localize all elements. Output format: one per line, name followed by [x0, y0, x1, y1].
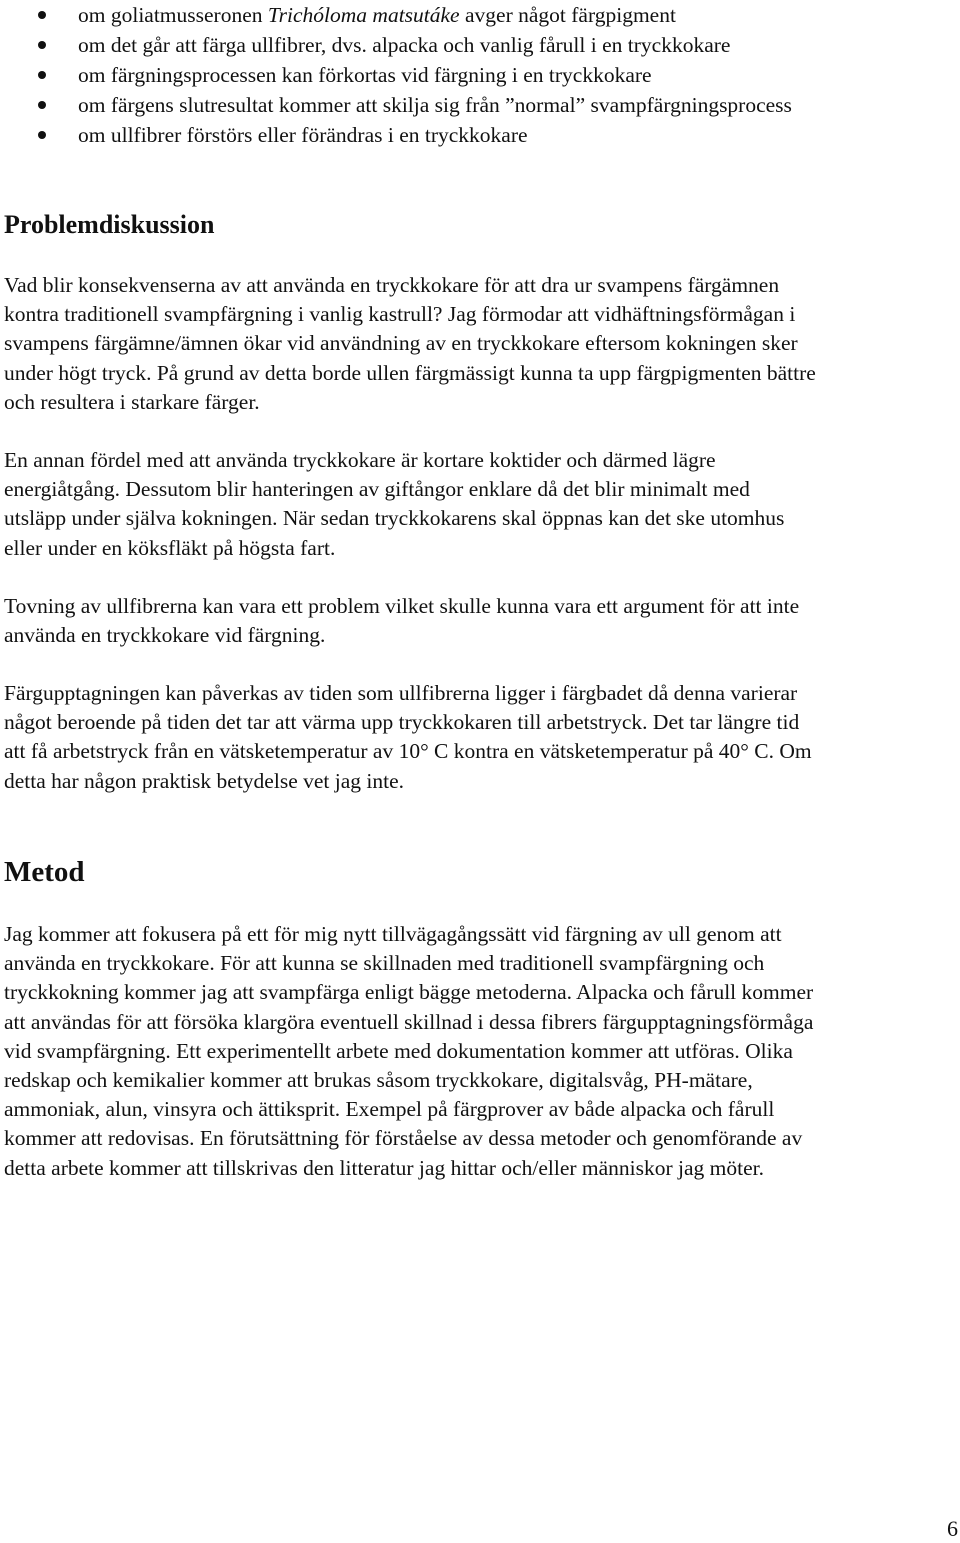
paragraph-line: svampens färgämne/ämnen ökar vid användning av en tryckkokare eftersom kokningen sker — [4, 331, 798, 356]
paragraph-line: något beroende på tiden det tar att värma upp tryckkokaren till arbetstryck. Det tar längre tid — [4, 710, 800, 735]
bullet-icon — [38, 11, 46, 19]
page-number: 6 — [947, 1516, 958, 1541]
paragraph-line: utsläpp under själva kokningen. När sedan tryckkokarens skal öppnas kan det ske utomhus — [4, 506, 785, 531]
list-item — [0, 90, 960, 120]
bullet-icon — [38, 71, 46, 79]
method-paragraph — [4, 920, 956, 1183]
paragraph-line: Vad blir konsekvenserna av att använda en tryckkokare för att dra ur svampens färgämnen — [4, 273, 780, 297]
paragraph-line: Färgupptagningen kan påverkas av tiden som ullfibrerna ligger i färgbadet då denna varierar — [4, 681, 798, 705]
list-item — [0, 0, 960, 30]
list-item-text: om goliatmusseronen Trichóloma matsutáke avger något färgpigment — [78, 3, 676, 27]
method-heading: Metod — [4, 856, 85, 888]
paragraph-line: vid svampfärgning. Ett experimentellt arbete med dokumentation kommer att utföras. Olika — [4, 1038, 793, 1063]
paragraph — [4, 446, 956, 563]
paragraph-line: använda en tryckkokare. För att kunna se skillnaden med traditionell svampfärgning och — [4, 951, 765, 976]
paragraph — [4, 592, 956, 650]
list-item-text: om färgningsprocessen kan förkortas vid färgning i en tryckkokare — [78, 63, 652, 87]
list-item-text: om det går att färga ullfibrer, dvs. alpacka och vanlig fårull i en tryckkokare — [78, 33, 731, 57]
paragraph-line: ammoniak, alun, vinsyra och ättiksprit. Exempel på färgprover av både alpacka och fårull — [4, 1097, 775, 1122]
paragraph-line: använda en tryckkokare vid färgning. — [4, 623, 326, 648]
problem-heading: Problemdiskussion — [4, 210, 215, 239]
list-item — [0, 30, 960, 60]
list-item — [0, 120, 960, 150]
paragraph — [4, 271, 956, 417]
paragraph-line: Tovning av ullfibrerna kan vara ett problem vilket skulle kunna vara ett argument för att inte — [4, 594, 800, 618]
list-item-text: om färgens slutresultat kommer att skilja sig från ”normal” svampfärgningsprocess — [78, 93, 792, 117]
paragraph-line: och resultera i starkare färger. — [4, 389, 260, 414]
paragraph-line: att användas för att försöka klargöra eventuell skillnad i dessa fibrers färgupptagningsförmåga — [4, 1009, 814, 1034]
paragraph-line: En annan fördel med att använda tryckkokare är kortare koktider och därmed lägre — [4, 448, 716, 472]
paragraph-line: detta arbete kommer att tillskrivas den litteratur jag hittar och/eller människor jag möter. — [4, 1155, 765, 1180]
paragraph-line: Jag kommer att fokusera på ett för mig nytt tillvägagångssätt vid färgning av ull genom att — [4, 922, 782, 946]
question-list — [0, 0, 960, 150]
paragraph-line: under högt tryck. På grund av detta borde ullen färgmässigt kunna ta upp färgpigmenten bättre — [4, 360, 816, 385]
paragraph-line: kontra traditionell svampfärgning i vanlig kastrull? Jag förmodar att vidhäftningsförmågan i — [4, 302, 796, 327]
bullet-icon — [38, 41, 46, 49]
paragraph-line: eller under en köksfläkt på högsta fart. — [4, 535, 336, 560]
paragraph-line: redskap och kemikalier kommer att brukas såsom tryckkokare, digitalsvåg, PH-mätare, — [4, 1068, 753, 1093]
bullet-icon — [38, 101, 46, 109]
paragraph-line: att få arbetstryck från en vätsketemperatur av 10° C kontra en vätsketemperatur på 40° C. Om — [4, 739, 812, 764]
paragraph — [4, 679, 956, 796]
paragraph-line: kommer att redovisas. En förutsättning för förståelse av dessa metoder och genomförande av — [4, 1126, 803, 1151]
list-item — [0, 60, 960, 90]
paragraph-line: energiåtgång. Dessutom blir hanteringen av giftångor enklare då det blir minimalt med — [4, 477, 750, 502]
list-item-text: om ullfibrer förstörs eller förändras i en tryckkokare — [78, 123, 528, 147]
paragraph-line: tryckkokning kommer jag att svampfärga enligt bägge metoderna. Alpacka och fårull kommer — [4, 980, 814, 1005]
bullet-icon — [38, 131, 46, 139]
paragraph-line: detta har någon praktisk betydelse vet jag inte. — [4, 768, 405, 793]
